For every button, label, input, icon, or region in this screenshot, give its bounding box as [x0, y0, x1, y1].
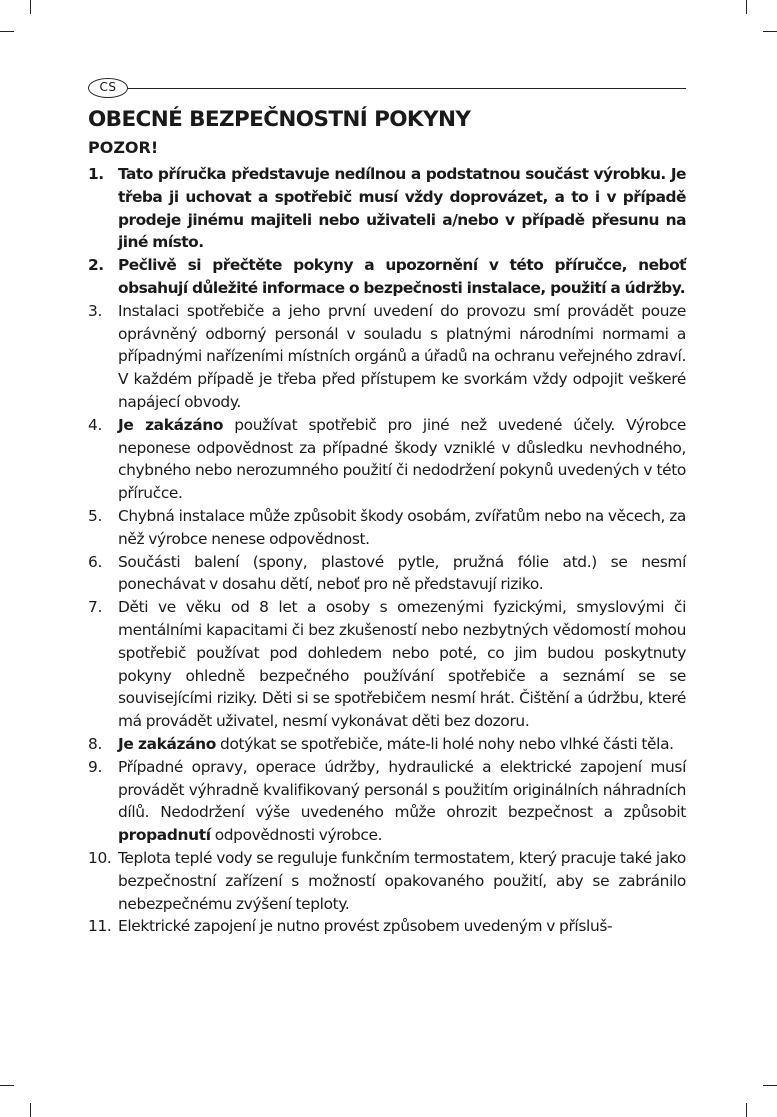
item-number: 7.: [88, 598, 102, 617]
list-item: [88, 505, 686, 551]
item-number: 10.: [88, 848, 112, 867]
item-text: Chybná instalace může způsobit škody osobám, zvířatům nebo na věcech, za něž výrobce nenese odpovědnost.: [118, 506, 686, 548]
warning-heading: POZOR!: [88, 138, 159, 157]
item-text: Tato příručka představuje nedílnou a podstatnou součást výrobku. Je třeba ji uchovat a spotřebič musí vždy doprovázet, a to i v případě prodeje jinému majiteli nebo uživateli a/nebo v případě přesunu na jiné místo.: [118, 165, 686, 252]
item-text: Instalaci spotřebiče a jeho první uvedení do provozu smí provádět pouze oprávněný odborný personál v souladu s platnými národními normami a případnými nařízeními místních orgánů a úřadů na ochranu veřejného zdraví. V každém případě je třeba před přístupem ke svorkám vždy odpojit veškeré napájecí obvody.: [118, 301, 686, 411]
item-emphasis: Je zakázáno: [118, 734, 217, 753]
list-item: [88, 300, 686, 414]
item-number: 8.: [88, 734, 102, 753]
item-text: používat spotřebič pro jiné než uvedené účely. Výrobce neponese odpovědnost za případné škody vzniklé v důsledku nevhodného, chybného nebo nerozumného použití či nedodržení pokynů uvedených v této příručce.: [118, 415, 686, 503]
crop-mark: [30, 1103, 31, 1117]
language-badge: CS: [88, 78, 128, 98]
crop-mark: [763, 31, 777, 32]
item-text: Součásti balení (spony, plastové pytle, pružná fólie atd.) se nesmí ponechávat v dosahu dětí, neboť pro ně představují riziko.: [118, 552, 686, 594]
item-text: dotýkat se spotřebiče, máte-li holé nohy nebo vlhké části těla.: [216, 734, 674, 753]
item-text: Elektrické zapojení je nutno provést způsobem uvedeným v přísluš-: [118, 917, 613, 936]
list-item: [88, 163, 686, 254]
item-emphasis: propadnutí: [118, 826, 211, 845]
list-item: [88, 847, 686, 915]
item-number: 1.: [88, 165, 104, 183]
document-body: [88, 104, 686, 938]
list-item: [88, 414, 686, 505]
item-number: 4.: [88, 415, 102, 434]
crop-mark: [763, 1085, 777, 1086]
item-text: Teplota teplé vody se reguluje funkčním termostatem, který pracuje také jako bezpečnostní zařízení s možností opakovaného použití, aby se zabránilo nebezpečnému zvýšení teploty.: [118, 848, 686, 913]
list-item: [88, 551, 686, 597]
list-item: [88, 756, 686, 847]
item-text: Děti ve věku od 8 let a osoby s omezenými fyzickými, smyslovými či mentálními kapacitami či bez zkušeností nebo nezbytných vědomostí mohou spotřebič používat pod dohledem nebo poté, co jim budou poskytnuty pokyny ohledně bezpečného používání spotřebiče a seznámí se se souvisejícími riziky. Děti si se spotřebičem nesmí hrát. Čištění a údržbu, které má provádět uživatel, nesmí vykonávat děti bez dozoru.: [118, 598, 686, 731]
item-text: Případné opravy, operace údržby, hydraulické a elektrické zapojení musí provádět výhradně kvalifikovaný personál s použitím originálních náhradních dílů. Nedodržení výše uvedeného může ohrozit bezpečnost a způsobit: [118, 757, 686, 822]
item-number: 6.: [88, 552, 102, 571]
item-number: 5.: [88, 506, 102, 525]
item-number: 9.: [88, 757, 102, 776]
instruction-list: [88, 163, 686, 938]
item-number: 3.: [88, 301, 102, 320]
header-divider: [128, 88, 686, 89]
page-title: OBECNÉ BEZPEČNOSTNÍ POKYNY: [88, 107, 471, 132]
list-item: [88, 733, 686, 756]
item-text: odpovědnosti výrobce.: [210, 826, 383, 845]
item-number: 2.: [88, 256, 104, 275]
list-item: [88, 915, 686, 938]
list-item: [88, 596, 686, 733]
crop-mark: [0, 31, 14, 32]
crop-mark: [0, 1085, 14, 1086]
list-item: [88, 254, 686, 300]
item-text: Pečlivě si přečtěte pokyny a upozornění v této příručce, neboť obsahují důležité informace o bezpečnosti instalace, použití a údržby.: [118, 256, 686, 297]
item-emphasis: Je zakázáno: [118, 415, 224, 434]
item-number: 11.: [88, 917, 112, 936]
crop-mark: [30, 0, 31, 14]
crop-mark: [746, 0, 747, 14]
crop-mark: [746, 1103, 747, 1117]
